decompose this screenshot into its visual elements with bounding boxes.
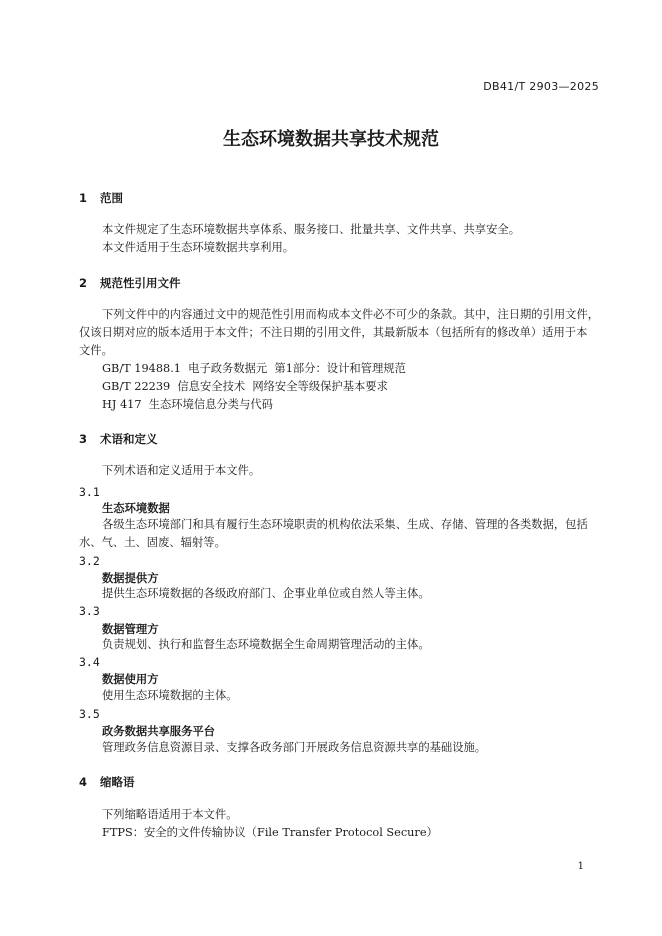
paragraph: 仅该日期对应的版本适用于本文件；不注日期的引用文件，其最新版本（包括所有的修改单）适用于本 — [79, 326, 588, 339]
term-definition: 水、气、土、固废、辐射等。 — [79, 536, 226, 549]
term-definition: 管理政务信息资源目录、支撑各政务部门开展政务信息资源共享的基础设施。 — [102, 741, 487, 754]
paragraph: 下列缩略语适用于本文件。 — [102, 808, 238, 821]
paragraph: 下列文件中的内容通过文中的规范性引用而构成本文件必不可少的条款。其中，注日期的引用文件， — [102, 308, 600, 321]
section-title: 规范性引用文件 — [100, 276, 181, 290]
term-definition: 提供生态环境数据的各级政府部门、企事业单位或自然人等主体。 — [102, 587, 430, 600]
standard-code: DB41/T 2903—2025 — [483, 80, 599, 93]
term-name: 数据使用方 — [102, 673, 159, 686]
paragraph: 下列术语和定义适用于本文件。 — [102, 464, 261, 477]
section-title: 术语和定义 — [100, 432, 158, 446]
section-number: 3 — [79, 432, 88, 446]
document-title: 生态环境数据共享技术规范 — [223, 129, 439, 150]
section-title: 范围 — [100, 191, 124, 205]
term-name: 政务数据共享服务平台 — [102, 725, 215, 738]
term-name: 数据管理方 — [102, 623, 159, 636]
term-name: 生态环境数据 — [102, 502, 170, 515]
section-4-heading — [79, 774, 135, 790]
abbreviation-item: FTPS：安全的文件传输协议（File Transfer Protocol Secure） — [102, 826, 438, 839]
term-definition: 负责规划、执行和监督生态环境数据全生命周期管理活动的主体。 — [102, 638, 430, 651]
section-number: 1 — [79, 191, 88, 205]
term-number: 3.1 — [79, 485, 100, 499]
term-number: 3.3 — [79, 604, 100, 618]
term-definition: 使用生态环境数据的主体。 — [102, 689, 238, 702]
term-number: 3.5 — [79, 707, 100, 721]
paragraph: 本文件规定了生态环境数据共享体系、服务接口、批量共享、文件共享、共享安全。 — [102, 223, 520, 236]
term-number: 3.2 — [79, 554, 100, 568]
section-title: 缩略语 — [100, 775, 135, 789]
paragraph: 本文件适用于生态环境数据共享利用。 — [102, 241, 295, 254]
section-2-heading — [79, 275, 181, 291]
section-number: 2 — [79, 276, 88, 290]
section-3-heading — [79, 431, 158, 447]
reference-item: GB/T 22239 信息安全技术 网络安全等级保护基本要求 — [102, 380, 388, 393]
page-number: 1 — [577, 861, 584, 872]
section-number: 4 — [79, 775, 88, 789]
reference-item: HJ 417 生态环境信息分类与代码 — [102, 398, 273, 411]
reference-item: GB/T 19488.1 电子政务数据元 第1部分：设计和管理规范 — [102, 362, 406, 375]
term-name: 数据提供方 — [102, 572, 159, 585]
term-definition: 各级生态环境部门和具有履行生态环境职责的机构依法采集、生成、存储、管理的各类数据，包括 — [102, 518, 588, 531]
paragraph: 文件。 — [79, 344, 113, 357]
term-number: 3.4 — [79, 655, 100, 669]
section-1-heading — [79, 190, 123, 206]
